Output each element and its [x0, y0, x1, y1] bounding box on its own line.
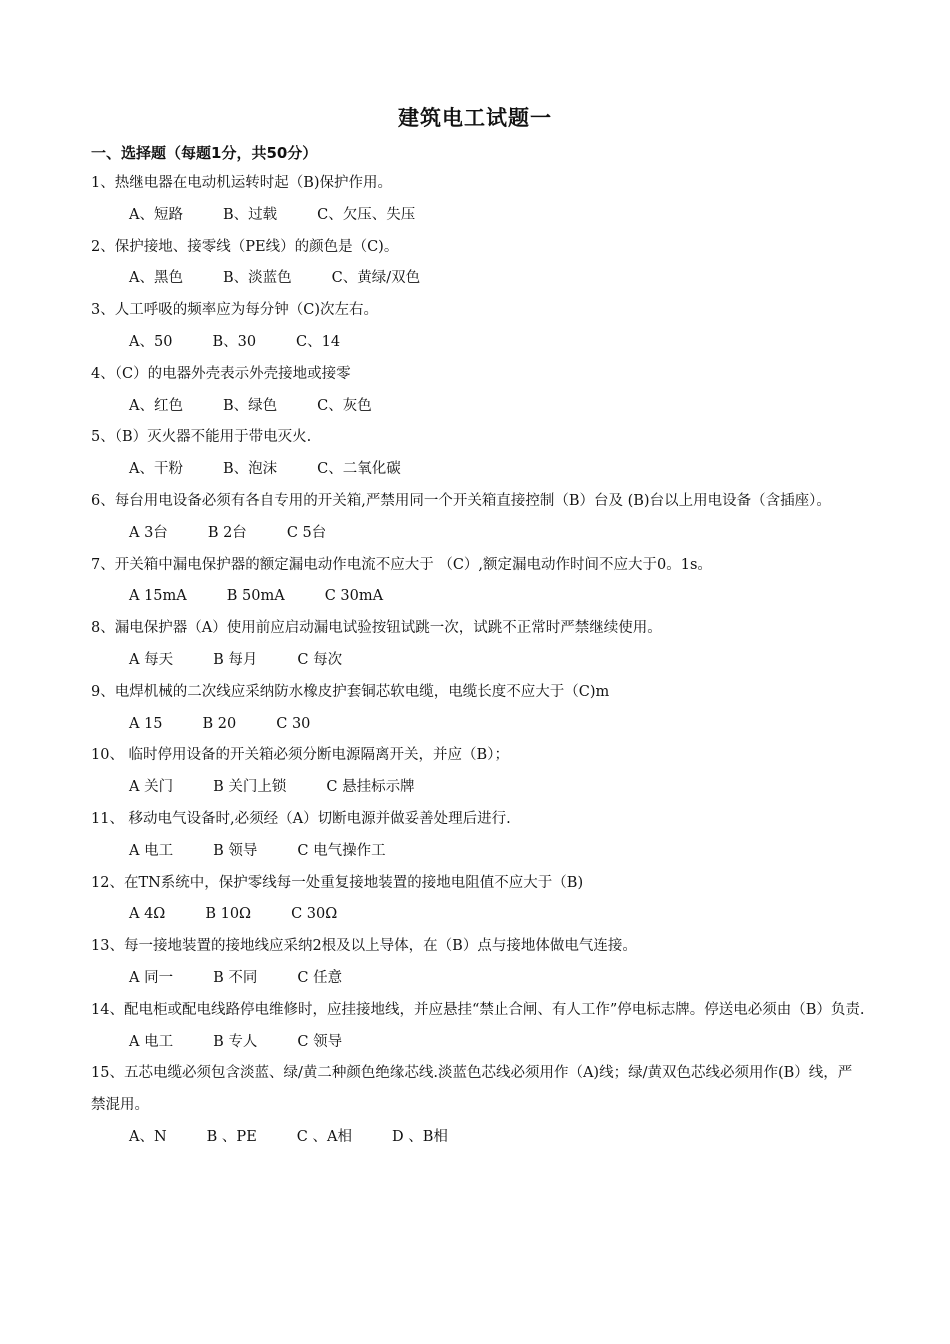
question-text: 10、 临时停用设备的开关箱必须分断电源隔离开关，并应（B）； [91, 747, 509, 764]
answer-option: A 每天 [129, 651, 174, 668]
question-item [91, 486, 866, 550]
question-item [91, 550, 866, 614]
answer-option: C 每次 [297, 651, 343, 668]
question-text: 7、开关箱中漏电保护器的额定漏电动作电流不应大于 （C）,额定漏电动作时间不应大于0。1s。 [91, 556, 712, 573]
answer-option: B 不同 [213, 969, 258, 986]
question-item [91, 804, 866, 868]
question-text: 8、漏电保护器（A）使用前应启动漏电试验按钮试跳一次，试跳不正常时严禁继续使用。 [91, 620, 662, 637]
question-text: 4、（C）的电器外壳表示外壳接地或接零 [91, 365, 351, 382]
answer-option: B、泡沫 [222, 461, 278, 478]
question-text: 1、热继电器在电动机运转时起（B)保护作用。 [91, 175, 393, 191]
question-text: 6、每台用电设备必须有各自专用的开关箱,严禁用同一个开关箱直接控制（B）台及 (B)台以上用电设备（含插座）。 [91, 492, 831, 509]
question-item [91, 868, 866, 932]
question-text: 11、 移动电气设备时,必须经（A）切断电源并做妥善处理后进行. [91, 810, 511, 827]
answer-option: A 电工 [129, 1033, 174, 1050]
question-item [91, 613, 866, 677]
answer-option: B 每月 [213, 651, 258, 668]
question-item [91, 168, 866, 232]
question-text: 5、（B）灭火器不能用于带电灭火. [91, 429, 312, 446]
answer-option: B 20 [202, 715, 237, 732]
answer-option: C、欠压、失压 [317, 206, 416, 223]
question-text: 9、电焊机械的二次线应采纳防水橡皮护套铜芯软电缆，电缆长度不应大于（C)m [91, 683, 610, 700]
answer-option: B、绿色 [222, 397, 278, 414]
answer-option: A 电工 [129, 842, 174, 859]
answer-option: C、黄绿/双色 [331, 270, 421, 287]
question-list [91, 168, 866, 1154]
answer-option: C 电气操作工 [297, 842, 386, 859]
answer-options [91, 1027, 866, 1059]
answer-option: A 同一 [129, 969, 174, 986]
answer-options [91, 454, 866, 486]
answer-options [91, 836, 866, 868]
answer-option: B 、PE [206, 1128, 257, 1145]
question-item [91, 740, 866, 804]
answer-option: B 专人 [213, 1033, 258, 1050]
answer-option: C、二氧化碳 [317, 461, 401, 478]
answer-option: C 30mA [324, 588, 384, 605]
question-text: 3、人工呼吸的频率应为每分钟（C)次左右。 [91, 302, 378, 319]
answer-options [91, 263, 866, 295]
answer-option: C 、A相 [296, 1128, 352, 1145]
answer-option: C 任意 [297, 969, 343, 986]
answer-options [91, 200, 866, 232]
question-text: 12、在TN系统中，保护零线每一处重复接地装置的接地电阻值不应大于（B) [91, 874, 584, 891]
question-item [91, 1058, 866, 1153]
answer-options [91, 581, 866, 613]
answer-options [91, 899, 866, 931]
question-item [91, 422, 866, 486]
answer-option: A 15mA [129, 588, 187, 605]
answer-option: C、灰色 [317, 397, 372, 414]
answer-options [91, 709, 866, 741]
question-text: 14、配电柜或配电线路停电维修时，应挂接地线，并应悬挂“禁止合闸、有人工作”停电标志牌。停送电必须由（B）负责. [91, 1001, 865, 1018]
answer-options [91, 1122, 866, 1154]
question-item [91, 295, 866, 359]
answer-options [91, 963, 866, 995]
answer-option: A 关门 [129, 779, 174, 796]
answer-option: A 3台 [129, 524, 168, 541]
answer-options [91, 327, 866, 359]
answer-option: B、过载 [222, 206, 278, 223]
question-item [91, 232, 866, 296]
answer-options [91, 772, 866, 804]
answer-option: A、干粉 [129, 461, 183, 478]
answer-option: B 50mA [226, 588, 285, 605]
question-item [91, 995, 866, 1059]
answer-option: B、淡蓝色 [222, 270, 292, 287]
answer-option: A、N [129, 1128, 167, 1145]
question-text: 15、五芯电缆必须包含淡蓝、绿/黄二种颜色绝缘芯线.淡蓝色芯线必须用作（A)线；绿/黄双色芯线必须用作(B）线，严禁混用。 [91, 1065, 853, 1114]
answer-options [91, 518, 866, 550]
question-item [91, 677, 866, 741]
answer-option: A、50 [129, 333, 173, 350]
answer-option: D 、B相 [391, 1128, 448, 1145]
answer-option: B 2台 [207, 524, 247, 541]
answer-option: C 30 [276, 715, 311, 732]
section-heading: 一、选择题（每题1分，共50分） [91, 144, 318, 162]
answer-option: C 悬挂标示牌 [326, 779, 415, 796]
question-item [91, 931, 866, 995]
answer-option: C、14 [296, 333, 341, 350]
answer-option: C 5台 [286, 524, 327, 541]
answer-option: C 30Ω [291, 906, 338, 923]
answer-option: C 领导 [297, 1033, 343, 1050]
answer-option: B 领导 [213, 842, 258, 859]
question-item [91, 359, 866, 423]
answer-option: B、30 [212, 333, 257, 350]
answer-options [91, 391, 866, 423]
answer-option: A、短路 [129, 206, 183, 223]
page-title: 建筑电工试题一 [398, 106, 552, 130]
answer-option: A、黑色 [129, 270, 183, 287]
answer-option: A、红色 [129, 397, 183, 414]
answer-option: B 关门上锁 [213, 779, 287, 796]
answer-option: A 4Ω [129, 906, 166, 923]
answer-option: B 10Ω [205, 906, 252, 923]
answer-options [91, 645, 866, 677]
answer-option: A 15 [129, 715, 163, 732]
question-text: 2、保护接地、接零线（PE线）的颜色是（C)。 [91, 238, 399, 255]
question-text: 13、每一接地装置的接地线应采纳2根及以上导体，在（B）点与接地体做电气连接。 [91, 938, 637, 955]
